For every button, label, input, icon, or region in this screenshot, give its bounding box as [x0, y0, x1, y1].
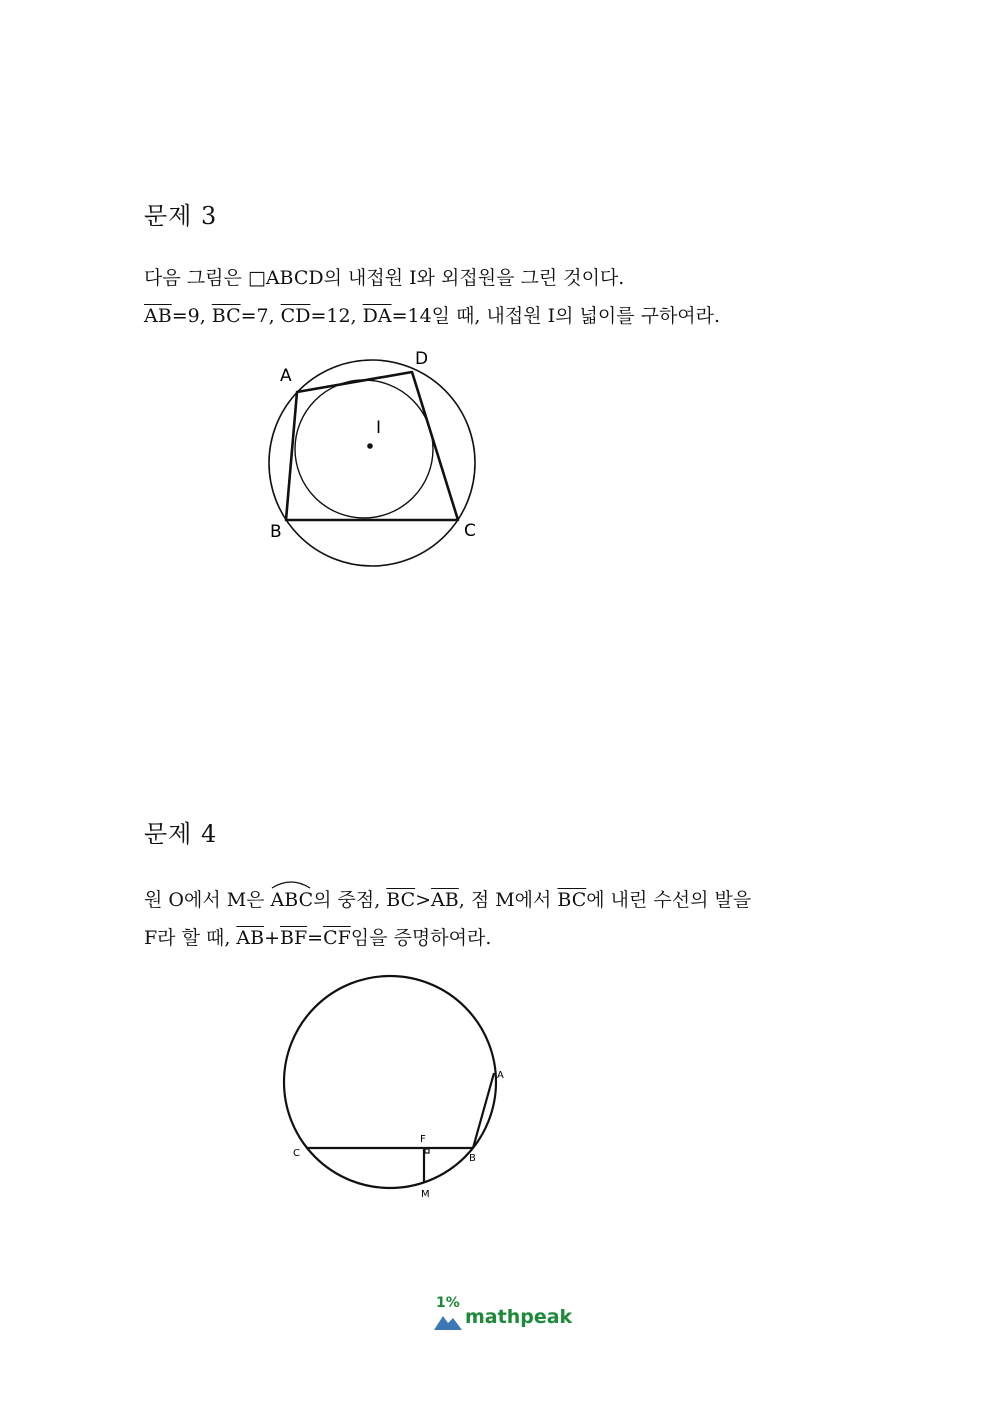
plus-sign: + — [264, 927, 280, 949]
segment-bc-2: $\overline{BC}$ — [557, 889, 587, 911]
label-i: I — [376, 418, 382, 438]
problem3-line1-pre: 다음 그림은 □ — [144, 267, 266, 289]
segment-cd: $\overline{CD}$ — [280, 305, 311, 327]
problem3-line2-post: 일 때, 내접원 I의 넓이를 구하여라. — [431, 305, 721, 327]
problem4-line1 — [144, 888, 751, 912]
logo-brand: mathpeak — [465, 1306, 573, 1328]
segment-bf: $\overline{BF}$ — [279, 927, 308, 949]
label-d: D — [415, 349, 429, 369]
segment-ab: $\overline{AB}$ — [144, 305, 172, 327]
segment-ab-2: $\overline{AB}$ — [236, 927, 265, 949]
problem4-line1-a: 원 O에서 M은 — [144, 889, 265, 911]
problem3-line1 — [144, 266, 624, 290]
problem4-line1-b: 의 중점, — [313, 889, 381, 911]
value-cd: =12, — [310, 305, 357, 327]
problem4-line2-a: F라 할 때, — [144, 927, 231, 949]
problem3-quad-name: ABCD — [265, 267, 324, 289]
problem3-title: 문제 3 — [144, 202, 218, 230]
segment-da: $\overline{DA}$ — [362, 305, 392, 327]
segment-ab-1: $\overline{AB}$ — [431, 889, 459, 911]
value-bc: =7, — [240, 305, 275, 327]
gt-sign: > — [415, 889, 432, 911]
incenter-point — [367, 443, 373, 449]
circle-o — [284, 976, 496, 1188]
label-m: M — [421, 1189, 430, 1200]
mathpeak-logo — [432, 1295, 572, 1335]
logo-percent: 1% — [436, 1295, 460, 1311]
label-a: A — [280, 366, 292, 386]
problem4-line2-b: 임을 증명하여라. — [350, 927, 492, 949]
arc-abc — [271, 888, 314, 912]
problem4-title: 문제 4 — [144, 820, 218, 848]
problem3-line1-post: 의 내접원 I와 외접원을 그린 것이다. — [323, 267, 625, 289]
label-f: F — [420, 1134, 426, 1145]
label-c: C — [293, 1148, 300, 1159]
segment-cf: $\overline{CF}$ — [323, 927, 351, 949]
problem4-line1-d: 에 내린 수선의 발을 — [586, 889, 752, 911]
problem4-figure — [270, 965, 520, 1210]
equals-sign: = — [307, 927, 324, 949]
value-ab: =9, — [171, 305, 206, 327]
arc-mark-icon — [271, 879, 311, 889]
label-b: B — [469, 1153, 476, 1164]
value-da: =14 — [391, 305, 432, 327]
label-b: B — [270, 522, 282, 542]
segment-bc: $\overline{BC}$ — [211, 305, 241, 327]
problem4-line2 — [144, 926, 491, 950]
problem3-figure — [250, 340, 500, 580]
segment-bc-1: $\overline{BC}$ — [386, 889, 416, 911]
mountain-icon — [434, 1312, 462, 1330]
problem3-line2 — [144, 304, 720, 328]
chord-ab — [473, 1073, 494, 1148]
arc-abc-label: ABC — [270, 889, 314, 911]
label-c: C — [464, 521, 476, 541]
problem4-line1-c: , 점 M에서 — [458, 889, 552, 911]
right-angle-mark — [425, 1149, 429, 1153]
label-a: A — [497, 1070, 504, 1081]
incircle — [295, 380, 433, 518]
